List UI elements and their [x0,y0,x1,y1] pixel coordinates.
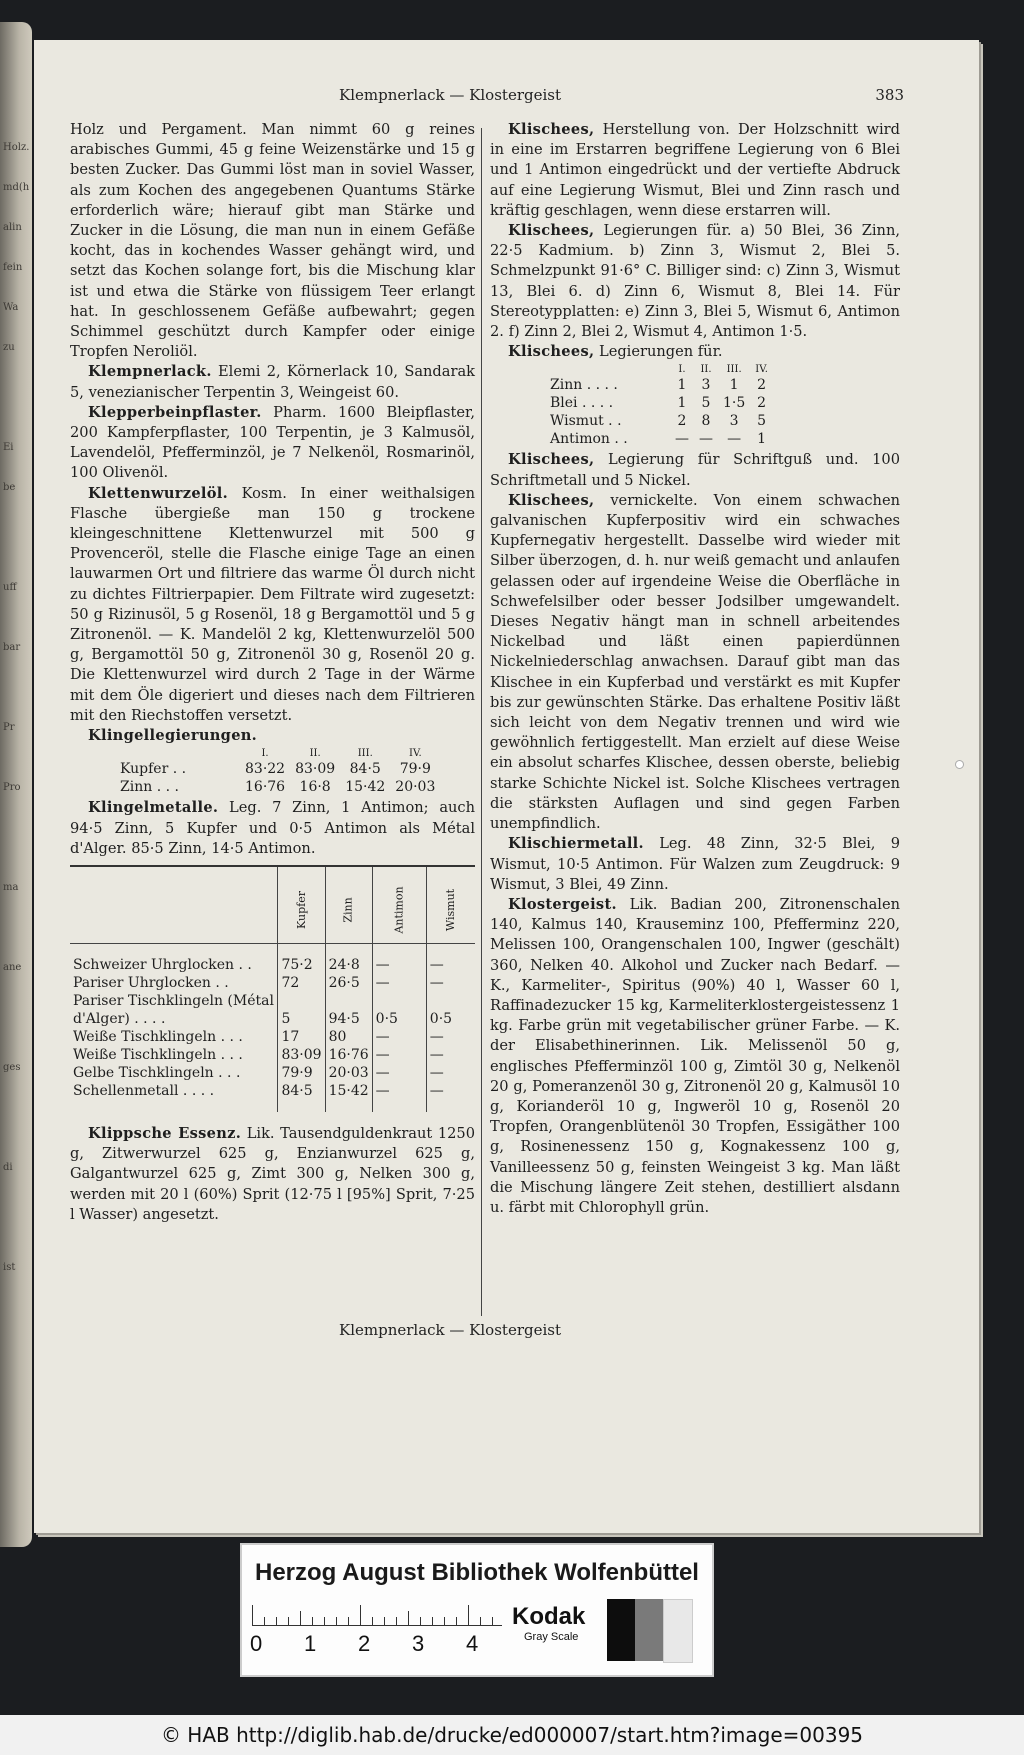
left-column [70,120,475,1225]
entry-body: Elemi 2, Körnerlack 10, Sandarak 5, venezianischer Terpentin 3, Weingeist 60. [70,363,475,401]
page-number: 383 [875,86,904,104]
entry-heading: Klempnerlack. [88,363,212,381]
col-header: Zinn [325,867,372,944]
entry-heading: Klischees, [508,343,595,361]
entry-heading: Klettenwurzelöl. [88,484,229,502]
entry-heading: Klostergeist. [508,895,617,913]
entry-heading: Klepperbeinpflaster. [88,403,262,421]
klischee-alloy-table [550,364,778,448]
bell-metal-table [70,867,475,1112]
page-mark [955,760,964,769]
entry-klostergeist [490,895,900,1218]
entry-klischees-legierungen [490,221,900,342]
entry-body: Pharm. 1600 Bleipflaster, 200 Kampferpflaster, 100 Terpentin, je 3 Kalmusöl, Lavendelöl, Pfefferminzöl, je 7 Nelkenöl, Rosmarinöl, 100 Olivenöl. [70,403,475,482]
right-column [490,120,900,1218]
column-divider [481,128,482,1316]
col-header: Antimon [372,867,426,944]
entry-body: Legierungen für. [594,343,723,361]
white-swatch [663,1599,693,1663]
entry-heading: Klischiermetall. [508,835,644,853]
running-footer: Klempnerlack — Klostergeist [339,1321,561,1339]
col-header: Kupfer [278,867,325,944]
entry-klischees-herstellung [490,120,900,221]
entry-klischees-vernickelt [490,491,900,834]
kodak-logo: Kodak [512,1603,586,1630]
entry-heading: Klischees, [508,491,595,509]
entry-body: Leg. 7 Zinn, 1 Antimon; auch 94·5 Zinn, 5 Kupfer und 0·5 Antimon als Métal d'Alger. 85·5 Zinn, 14·5 Antimon. [70,799,475,857]
table-row: Zinn . . . . 1 3 1 2 [550,377,767,394]
table-row: Pariser Tischklingeln (Métal d'Alger) . . . . 5 94·5 0·5 0·5 [70,992,475,1028]
entry-body: Lik. Tausendguldenkraut 1250 g, Zitwerwurzel 625 g, Enzianwurzel 625 g, Galgantwurzel 625 g, Zimt 300 g, Nelken 300 g, werden mit 20 l (60%) Sprit (12·75 l [95%] Sprit, 7·25 l Wasser) angesetzt. [70,1124,475,1223]
col-header: II. [700,364,712,376]
gray-scale-label: Gray Scale [524,1631,579,1643]
entry-klingelmetalle [70,798,475,859]
table-row: Schweizer Uhrglocken . . 75·2 24·8 — — [70,956,475,974]
entry-heading: Klingellegierungen. [88,727,258,745]
entry-klingellegierungen [70,726,475,746]
col-header: I. [678,364,686,376]
table-row: Wismut . . 2 8 3 5 [550,413,767,430]
col-header: IV. [409,748,422,760]
entry-klepperbeinpflaster [70,403,475,484]
table-row: Kupfer . . 83·22 83·09 84·5 79·9 [120,761,431,778]
table-row: Weiße Tischklingeln . . . 17 80 — — [70,1028,475,1046]
library-name: Herzog August Bibliothek Wolfenbüttel [255,1559,699,1586]
black-swatch [607,1599,635,1661]
alloy-table [120,748,445,796]
entry-klippsche-essenz [70,1124,475,1225]
source-attribution-bar: © HAB http://diglib.hab.de/drucke/ed000007/start.htm?image=00395 [0,1715,1024,1755]
entry-heading: Klischees, [508,222,595,240]
entry-body: Lik. Badian 200, Zitronenschalen 140, Kalmus 140, Krauseminz 100, Pfefferminz 220, Melissen 100, Orangenschalen 100, Ingwer (geschält) 360, Nelken 40. Alkohol und Zucker nach Bedarf. — K., Karmeliter-, Spiritus (90%) 40 l, Wasser 60 l, Raffinadezucker 15 kg, Karmeliterklostergeistessenz 1 kg. Farbe grün mit vegetabilischer grüner Farbe. — K. der Elisabethinerinnen. Lik. Melissenöl 50 g, englisches Pfefferminzöl 100 g, Zimtöl 30 g, Nelkenöl 20 g, Pomeranzenöl 30 g, Zitronenöl 20 g, Kalmusöl 10 g, Korianderöl 10 g, Ingweröl 10 g, Rosenöl 20 Tropfen, Orangenblütenöl 30 Tropfen, Essigäther 100 g, Rosinenessenz 150 g, Kognakessenz 100 g, Vanilleessenz 50 g, feinsten Weingeist 3 kg. Man läßt die Mischung längere Zeit stehen, destilliert alsdann u. färbt mit Chlorophyll grün. [490,895,900,1216]
entry-body: Kosm. In einer weithalsigen Flasche übergieße man 150 g trockene kleingeschnittene Klettenwurzel mit 500 g Provenceröl, stelle die Flasche einige Tage an einen lauwarmen Ort und filtriere das warme Öl durch nicht zu dichtes Filtrierpapier. Dem Filtrate wird zugesetzt: 50 g Rizinusöl, 5 g Rosenöl, 18 g Bergamottöl und 5 g Zitronenöl. — K. Mandelöl 2 kg, Klettenwurzelöl 500 g, Bergamottöl 50 g, Zitronenöl 30 g, Rosenöl 20 g. Die Klettenwurzel wird durch 2 Tage in der Wärme mit dem Öle digeriert und dieses nach dem Filtrieren mit den Riechstoffen versetzt. [70,484,475,724]
entry-klischiermetall [490,834,900,895]
entry-klischees-schriftguss [490,450,900,490]
entry-body: Legierungen für. a) 50 Blei, 36 Zinn, 22·5 Kadmium. b) Zinn 3, Wismut 2, Blei 5. Schmelzpunkt 91·6° C. Billiger sind: c) Zinn 3, Wismut 13, Blei 6. d) Zinn 6, Wismut 8, Blei 14. Für Stereotypplatten: e) Zinn 3, Blei 5, Wismut 6, Antimon 2. f) Zinn 2, Blei 2, Wismut 4, Antimon 1·5. [490,222,900,341]
entry-heading: Klischees, [508,121,595,138]
entry-klempnerlack [70,362,475,402]
entry-heading: Klippsche Essenz. [88,1124,242,1142]
table-row: Blei . . . . 1 5 1·5 2 [550,395,767,412]
running-header: Klempnerlack — Klostergeist [339,86,561,104]
table-row: Pariser Uhrglocken . . 72 26·5 — — [70,974,475,992]
col-header: II. [309,748,321,760]
entry-heading: Klischees, [508,451,595,469]
entry-heading: Klingelmetalle. [88,799,219,817]
entry-body: vernickelte. Von einem schwachen galvanischen Kupferpositiv wird ein schwaches Kupfernegativ hergestellt. Dasselbe wird wieder mit Silber überzogen, d. h. nur weiß gemacht und anlaufen gelassen oder auf irgendeine Weise die Oberfläche in Schwefelsilber oder besser Jodsilber umgewandelt. Dieses Negativ hängt man in schnell arbeitendes Nickelbad und läßt einen papierdünnen Nickelniederschlag anwachsen. Darauf gibt man das Klischee in ein Kupferbad und verstärkt es mit Kupfer bis zur gewünschten Stärke. Das erhaltene Positiv läßt sich leicht von dem Negativ trennen und wird wie gewöhnlich fertiggestellt. Man erzielt auf diese Weise ein absolut scharfes Klischee, dessen oberste, beliebig starke Schichte Nickel ist. Solche Klischees vertragen die stärksten Auflagen und sind gegen Farben unempfindlich. [490,491,900,833]
color-calibration-card: Herzog August Bibliothek Wolfenbüttel 0 1 2 3 4 Kodak Gray Scale [240,1543,714,1677]
entry-body: Legierung für Schriftguß und. 100 Schriftmetall und 5 Nickel. [490,451,900,489]
col-header: III. [726,364,742,376]
entry-body: Herstellung von. Der Holzschnitt wird in eine im Erstarren begriffene Legierung von 6 Blei und 1 Antimon eingedrückt und der vertiefte Abdruck auf eine Legierung Wismut, Blei und Zinn rasch und kräftig geschlagen, wenn diese erstarren will. [490,121,900,219]
col-header: III. [357,748,373,760]
table-row: Schellenmetall . . . . 84·5 15·42 — — [70,1082,475,1100]
col-header: I. [261,748,269,760]
table-row: Zinn . . . 16·76 16·8 15·42 20·03 [120,779,436,796]
table-row: Weiße Tischklingeln . . . 83·09 16·76 — — [70,1046,475,1064]
table-row: Gelbe Tischklingeln . . . 79·9 20·03 — — [70,1064,475,1082]
entry-text: Holz und Pergament. Man nimmt 60 g reines arabisches Gummi, 45 g feine Weizenstärke und 15 g besten Zucker. Das Gummi löst man in soviel Wasser, als zum Kochen des angegebenen Quantums Stärke erforderlich wäre; hierauf gibt man Stärke und Zucker in die Lösung, die man nun in einem Gefäße kocht, das in kochendes Wasser gehängt wird, und setzt das Kochen solange fort, bis die Mischung klar ist und etwa die Stärke von flüssigem Teer erlangt hat. In geschlossenem Gefäße aufbewahrt; gegen Schimmel geschützt durch Kampfer oder einige Tropfen Neroliöl. [70,121,475,361]
entry-klischees-legierungen-table [490,342,900,362]
entry-klettenwurzeloel [70,484,475,726]
scale-ruler [252,1605,502,1626]
col-header: IV. [755,364,768,376]
previous-page-edge: Holz. md(h alin fein Wa zu Ei be uff bar Pr Pro ma ane ges di ist [0,22,32,1547]
table-row: Antimon . . — — — 1 [550,431,767,448]
col-header: Wismut [426,867,475,944]
gray-swatch [635,1599,663,1661]
entry-body: Leg. 48 Zinn, 32·5 Blei, 9 Wismut, 10·5 Antimon. Für Walzen zum Zeugdruck: 9 Wismut, 3 Blei, 49 Zinn. [490,835,900,893]
